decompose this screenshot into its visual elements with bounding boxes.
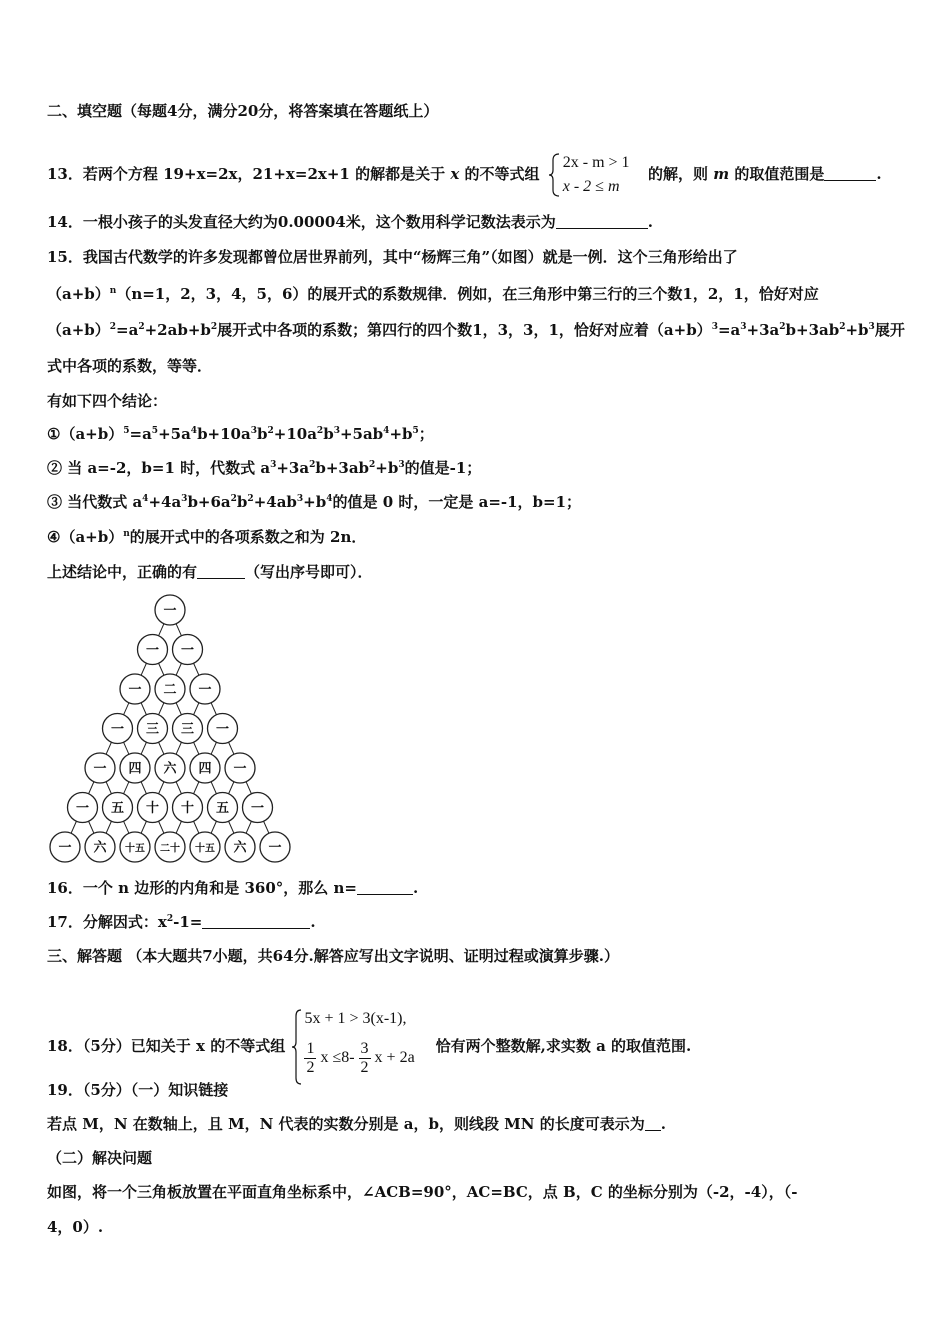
q15-l3e: =a bbox=[717, 321, 741, 339]
q13-text-c: 的不等式组 bbox=[464, 165, 540, 183]
triangle-node-label: 十 bbox=[145, 801, 160, 816]
q15-conclusion-2 bbox=[47, 457, 481, 479]
sup-4: 4 bbox=[190, 426, 198, 436]
q15-ask-a: 上述结论中，正确的有 bbox=[47, 563, 198, 581]
q15-line-1: 15．我国古代数学的许多发现都曾位居世界前列，其中“杨辉三角”（如图）就是一例．这个三角形给出了 bbox=[47, 248, 738, 266]
sup-2: 2 bbox=[369, 460, 376, 470]
sup-2: 2 bbox=[210, 322, 218, 332]
c3d: b bbox=[236, 493, 248, 511]
sup-3: 3 bbox=[333, 426, 340, 436]
q15-l3-sup3: 3 bbox=[711, 322, 718, 332]
triangle-node-label: 一 bbox=[93, 761, 107, 777]
q17-sup: 2 bbox=[166, 914, 174, 924]
sup-3: 3 bbox=[398, 460, 405, 470]
c2c: b+3ab bbox=[315, 459, 370, 477]
q15-l3i: 展开 bbox=[874, 321, 905, 339]
q13-sep: ， bbox=[237, 165, 253, 183]
sup-3: 3 bbox=[270, 460, 277, 470]
triangle-node-label: 四 bbox=[128, 761, 142, 777]
q15-answer-blank[interactable] bbox=[197, 564, 245, 579]
frac1-den: 2 bbox=[306, 1059, 315, 1076]
c1i: +b bbox=[389, 425, 413, 443]
triangle-node-label: 一 bbox=[128, 682, 142, 698]
q19-answer-blank[interactable] bbox=[645, 1116, 661, 1131]
c2a: ② 当 a=-2，b=1 时，代数式 a bbox=[47, 459, 271, 477]
triangle-node-label: 六 bbox=[93, 840, 107, 856]
q19-line-2 bbox=[47, 1113, 666, 1135]
triangle-node-label: 一 bbox=[163, 603, 177, 619]
q15-l3g: b+3ab bbox=[785, 321, 840, 339]
c3g: 的值是 0 时，一定是 a=-1，b=1； bbox=[332, 493, 582, 511]
q13-text-e: 的取值范围是 bbox=[734, 165, 825, 183]
frac2-den: 2 bbox=[360, 1059, 369, 1076]
c1b: =a bbox=[129, 425, 152, 443]
q16-end: . bbox=[412, 879, 419, 897]
sup-3: 3 bbox=[181, 494, 188, 504]
question-14 bbox=[47, 211, 653, 233]
q15-conclusion-3 bbox=[47, 491, 581, 513]
c3f: +b bbox=[303, 493, 327, 511]
triangle-node-label: 二 bbox=[163, 682, 177, 698]
q19-l2-end: . bbox=[660, 1115, 666, 1133]
sup-n: n bbox=[123, 529, 130, 539]
sup-3: 3 bbox=[250, 426, 257, 436]
q14-answer-blank[interactable] bbox=[556, 214, 648, 229]
section-3-heading: 三、解答题 （本大题共7小题，共64分.解答应写出文字说明、证明过程或演算步骤.） bbox=[47, 947, 619, 965]
triangle-node-label: 一 bbox=[145, 643, 160, 658]
q15-l2b: （n=1，2，3，4，5，6）的展开式的系数规律．例如，在三角形中第三行的三个数1，2，1，恰好对应 bbox=[116, 285, 819, 303]
q15-ask bbox=[47, 561, 373, 583]
q13-var-m: m bbox=[713, 165, 730, 183]
triangle-node-label: 一 bbox=[233, 761, 247, 777]
question-18 bbox=[47, 1008, 691, 1086]
triangle-node-label: 五 bbox=[215, 801, 230, 816]
q15-l3a: （a+b） bbox=[47, 321, 110, 339]
c1c: +5a bbox=[158, 425, 191, 443]
triangle-node-label: 一 bbox=[250, 801, 265, 816]
q14-end: . bbox=[647, 213, 653, 231]
triangle-node-label: 十 bbox=[180, 801, 195, 816]
sup-3: 3 bbox=[868, 322, 875, 332]
q19-line-1: 19．（5分）（一）知识链接 bbox=[47, 1081, 229, 1099]
brace-icon bbox=[292, 1008, 302, 1086]
q13-ineq1: 2x - m > 1 bbox=[562, 154, 630, 171]
q15-ask-b: （写出序号即可）． bbox=[245, 563, 373, 581]
yanghui-triangle-figure bbox=[45, 594, 305, 864]
sup-3: 3 bbox=[740, 322, 747, 332]
q13-number: 13． bbox=[47, 165, 83, 183]
q13-ineq2: x - 2 ≤ m bbox=[562, 178, 620, 195]
q15-line-4: 式中各项的系数，等等． bbox=[47, 357, 213, 375]
c2e: 的值是-1； bbox=[404, 459, 482, 477]
triangle-node-label: 五 bbox=[110, 801, 125, 816]
c3e: +4ab bbox=[253, 493, 297, 511]
fraction-three-halves bbox=[359, 1040, 371, 1077]
q13-end: . bbox=[876, 165, 882, 183]
sup-2: 2 bbox=[309, 460, 316, 470]
q13-answer-blank[interactable] bbox=[824, 166, 876, 181]
q15-l3d: 展开式中各项的系数；第四行的四个数1，3，3，1，恰好对应着（a+b） bbox=[217, 321, 712, 339]
triangle-node-label: 六 bbox=[163, 761, 177, 777]
c1a: ①（a+b） bbox=[47, 425, 124, 443]
q16-text: 16．一个 n 边形的内角和是 360°，那么 n= bbox=[47, 879, 357, 897]
q18-text-a: 18．（5分）已知关于 x 的不等式组 bbox=[47, 1037, 286, 1055]
sup-2: 2 bbox=[247, 494, 254, 504]
q15-line-2 bbox=[47, 283, 819, 305]
triangle-node-label: 一 bbox=[75, 801, 90, 816]
q13-var-x: x bbox=[450, 165, 460, 183]
q18-tail: x + 2a bbox=[374, 1049, 415, 1067]
q17-text-b: -1= bbox=[173, 913, 203, 931]
c2b: +3a bbox=[276, 459, 310, 477]
q13-eq2: 21+x=2x+1 bbox=[252, 165, 350, 183]
c3a: ③ 当代数式 a bbox=[47, 493, 143, 511]
q15-conclusion-1 bbox=[47, 423, 434, 445]
q13-inequality-system bbox=[549, 152, 639, 198]
c4b: 的展开式中的各项系数之和为 2n． bbox=[129, 528, 367, 546]
question-17 bbox=[47, 911, 316, 933]
c1d: b+10a bbox=[197, 425, 251, 443]
triangle-node-label: 三 bbox=[145, 722, 160, 737]
q19-l2: 若点 M，N 在数轴上，且 M，N 代表的实数分别是 a，b，则线段 MN 的长度可表示为 bbox=[47, 1115, 645, 1133]
sup-5: 5 bbox=[123, 426, 130, 436]
frac2-num: 3 bbox=[360, 1040, 369, 1057]
q17-end: . bbox=[310, 913, 316, 931]
sup-2: 2 bbox=[316, 426, 324, 436]
sup-4: 4 bbox=[383, 426, 390, 436]
sup-2: 2 bbox=[138, 322, 145, 332]
q18-text-b: 恰有两个整数解,求实数 a 的取值范围. bbox=[435, 1037, 692, 1055]
sup-5: 5 bbox=[412, 426, 419, 436]
q15-l2a: （a+b） bbox=[47, 285, 110, 303]
q18-inequality-system bbox=[292, 1008, 428, 1086]
c1e: b bbox=[256, 425, 268, 443]
triangle-node-label: 六 bbox=[233, 840, 247, 856]
triangle-node-label: 十五 bbox=[125, 843, 145, 855]
sup-5: 5 bbox=[151, 426, 159, 436]
triangle-node-label: 一 bbox=[198, 682, 212, 698]
triangle-node-label: 一 bbox=[110, 722, 125, 737]
q19-line-5: 4，0）. bbox=[47, 1218, 104, 1236]
q15-l3c: +2ab+b bbox=[144, 321, 211, 339]
triangle-node-label: 一 bbox=[215, 722, 230, 737]
q17-text-a: 17．分解因式：x bbox=[47, 913, 167, 931]
triangle-node-label: 一 bbox=[268, 840, 282, 856]
q15-conclusion-4 bbox=[47, 526, 366, 548]
fraction-one-half bbox=[304, 1040, 316, 1077]
c3b: +4a bbox=[148, 493, 182, 511]
q15-line-5: 有如下四个结论： bbox=[47, 392, 168, 410]
question-13 bbox=[47, 152, 882, 198]
sup-4: 4 bbox=[142, 494, 149, 504]
c1f: +10a bbox=[273, 425, 317, 443]
sup-2: 2 bbox=[779, 322, 786, 332]
q13-eq1: 19+x=2x bbox=[163, 165, 238, 183]
q13-text-a: 若两个方程 bbox=[82, 165, 158, 183]
q18-mid: x ≤8- bbox=[320, 1049, 355, 1067]
sup-2: 2 bbox=[267, 426, 274, 436]
q16-answer-blank[interactable] bbox=[357, 880, 413, 895]
q19-line-3: （二）解决问题 bbox=[47, 1149, 153, 1167]
sup-2: 2 bbox=[230, 494, 237, 504]
c1g: b bbox=[323, 425, 334, 443]
q15-l3b: =a bbox=[116, 321, 139, 339]
q13-text-d: 的解，则 bbox=[647, 165, 708, 183]
q15-l3h: +b bbox=[845, 321, 869, 339]
q18-row-1: 5x + 1 > 3(x-1), bbox=[304, 1010, 407, 1027]
c2d: +b bbox=[375, 459, 399, 477]
q15-l3-sup: 2 bbox=[109, 322, 117, 332]
q15-l3f: +3a bbox=[746, 321, 780, 339]
frac1-num: 1 bbox=[306, 1040, 315, 1057]
q15-l2-sup: n bbox=[109, 286, 117, 296]
triangle-node-label: 一 bbox=[180, 643, 195, 658]
triangle-node-label: 四 bbox=[198, 761, 212, 777]
c1h: +5ab bbox=[339, 425, 384, 443]
question-16 bbox=[47, 877, 418, 899]
q19-line-4: 如图，将一个三角板放置在平面直角坐标系中，∠ACB=90°，AC=BC，点 B，C 的坐标分别为（-2，-4），（- bbox=[47, 1183, 798, 1201]
q13-text-b: 的解都是关于 bbox=[355, 165, 446, 183]
c3c: b+6a bbox=[187, 493, 231, 511]
triangle-node-label: 一 bbox=[58, 840, 72, 856]
triangle-node-label: 十五 bbox=[195, 843, 215, 855]
q15-line-3 bbox=[47, 319, 905, 341]
q18-row-2 bbox=[304, 1040, 414, 1077]
triangle-node-label: 二十 bbox=[160, 843, 180, 855]
c4a: ④（a+b） bbox=[47, 528, 124, 546]
section-2-heading: 二、填空题（每题4分，满分20分，将答案填在答题纸上） bbox=[47, 102, 439, 120]
sup-2: 2 bbox=[839, 322, 846, 332]
brace-icon bbox=[549, 152, 561, 198]
sup-4: 4 bbox=[326, 494, 333, 504]
q14-text: 14．一根小孩子的头发直径大约为0.00004米，这个数用科学记数法表示为 bbox=[47, 213, 556, 231]
triangle-node-label: 三 bbox=[180, 722, 195, 737]
q17-answer-blank[interactable] bbox=[202, 914, 310, 929]
c1j: ； bbox=[418, 425, 434, 443]
sup-3: 3 bbox=[296, 494, 304, 504]
